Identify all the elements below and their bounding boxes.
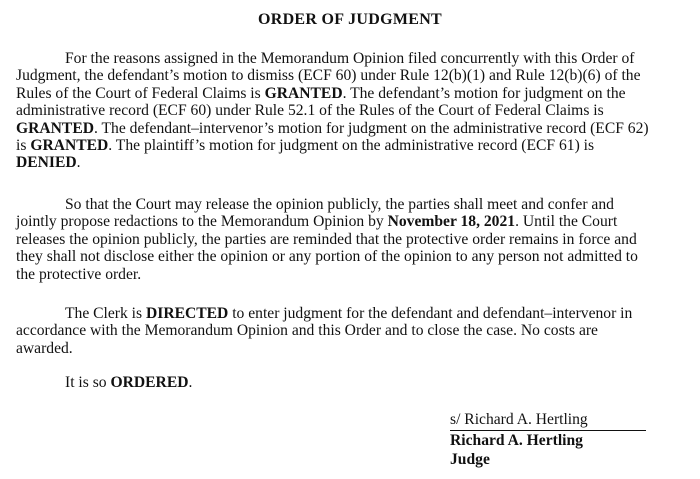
text-run: The Clerk is — [65, 305, 146, 322]
bold-text: DENIED — [16, 154, 77, 172]
text-run: It is so — [65, 374, 111, 391]
bold-text: DIRECTED — [145, 305, 229, 322]
text-run: . — [76, 154, 81, 172]
text-run: . — [188, 374, 193, 391]
bold-text: GRANTED — [30, 137, 109, 155]
text-run: . The defendant–intervenor’s motion for judgment on the administrative record (ECF 62) is — [16, 119, 649, 155]
paragraph-redactions — [16, 196, 656, 283]
text-run: . The defendant’s motion for judgment on the administrative record (ECF 60) under Rule 52.1 of the Rules of the Court of Federal Claims is — [16, 84, 626, 120]
document-title: ORDER OF JUDGMENT — [257, 11, 443, 28]
bold-text: GRANTED — [16, 119, 94, 137]
bold-text: November 18, 2021 — [387, 213, 516, 231]
electronic-signature: s/ Richard A. Hertling — [450, 410, 646, 431]
paragraph-clerk-directive — [16, 305, 656, 357]
text-run: . The plaintiff’s motion for judgment on the administrative record (ECF 61) is — [108, 137, 595, 155]
paragraph-so-ordered — [65, 374, 700, 391]
judge-name: Richard A. Hertling — [450, 432, 583, 449]
text-run: For the reasons assigned in the Memorandum Opinion filed concurrently with this Order of Judgment, the defendant’s motion to dismiss (ECF 60) under Rule 12(b)(1) and Rule 12(b)(6) of the Rules of the Court of Federal Claims is — [16, 50, 641, 102]
paragraph-rulings — [16, 50, 656, 172]
signature-block — [450, 410, 646, 469]
judge-title: Judge — [450, 451, 490, 468]
bold-text: ORDERED — [110, 374, 189, 391]
text-run: So that the Court may release the opinion publicly, the parties shall meet and confer and jointly propose redactions to the Memorandum Opinion by — [16, 196, 614, 231]
text-run: to enter judgment for the defendant and defendant–intervenor in accordance with the Memorandum Opinion and this Order and to close the case. No costs are awarded. — [16, 305, 633, 357]
text-run: . Until the Court releases the opinion publicly, the parties are reminded that the protective order remains in force and they shall not disclose either the opinion or any portion of the opinion to any person not admitted to the protective order. — [16, 213, 638, 283]
bold-text: GRANTED — [264, 84, 343, 102]
